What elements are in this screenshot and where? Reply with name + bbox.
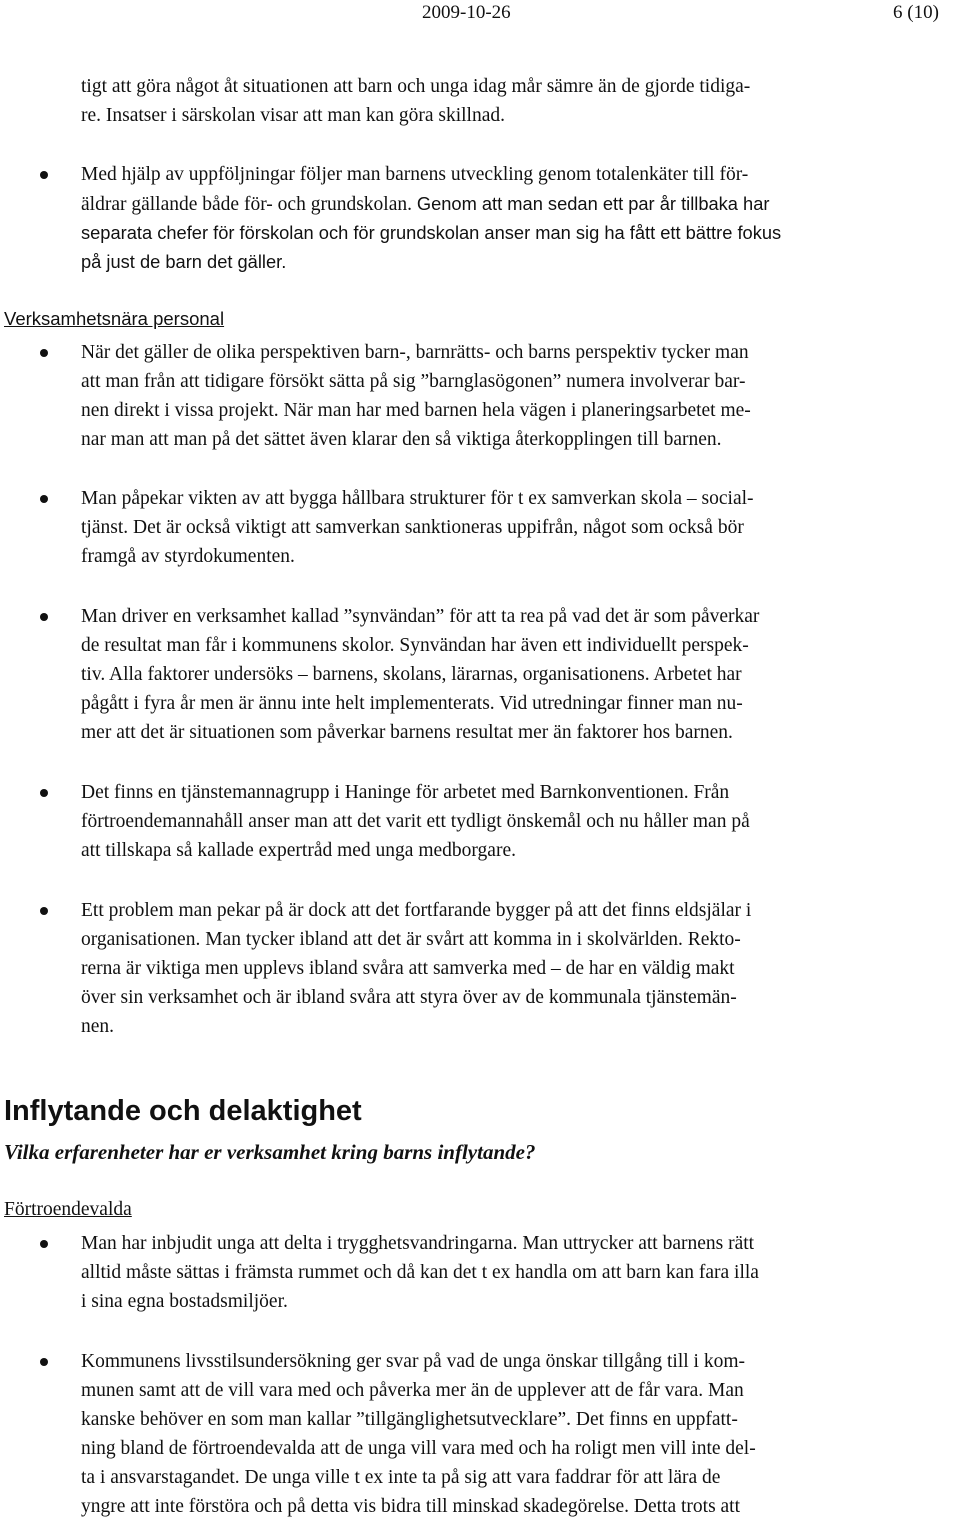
section-label: Förtroendevalda xyxy=(4,1199,132,1220)
text-line: över sin verksamhet och är ibland svåra att styra över av de kommunala tjänstemän- xyxy=(81,987,737,1008)
list-item-text xyxy=(81,338,956,454)
bullet-icon xyxy=(40,789,48,797)
text-line: att tillskapa så kallade expertråd med unga medborgare. xyxy=(81,840,516,861)
text-line: ning bland de förtroendevalda att de unga vill vara med och ha roligt men vill inte del- xyxy=(81,1438,756,1459)
bullet-icon xyxy=(40,495,48,503)
text-line: organisationen. Man tycker ibland att det är svårt att komma in i skolvärlden. Rekto- xyxy=(81,929,741,950)
text-line: pågått i fyra år men är ännu inte helt implementerats. Vid utredningar finner man nu- xyxy=(81,693,743,714)
text-line: re. Insatser i särskolan visar att man kan göra skillnad. xyxy=(81,105,506,126)
list-item-text xyxy=(81,1347,956,1521)
text-line: När det gäller de olika perspektiven barn-, barnrätts- och barns perspektiv tycker man xyxy=(81,342,749,363)
list-item-text xyxy=(81,896,956,1041)
text-line: tiv. Alla faktorer undersöks – barnens, skolans, lärarnas, organisationens. Arbetet har xyxy=(81,664,742,685)
text-line: Det finns en tjänstemannagrupp i Haninge för arbetet med Barnkonventionen. Från xyxy=(81,782,730,803)
text-line xyxy=(81,189,956,218)
section-heading: Inflytande och delaktighet xyxy=(4,1095,362,1127)
text-line: rerna är viktiga men upplevs ibland svåra att samverka med – de har en väldig makt xyxy=(81,958,735,979)
list-item-text xyxy=(81,602,956,747)
page-header xyxy=(0,0,960,32)
text-line: separata chefer för förskolan och för grundskolan anser man sig ha fått ett bättre fokus xyxy=(81,222,782,243)
header-page-number: 6 (10) xyxy=(893,2,939,23)
bullet-icon xyxy=(40,349,48,357)
list-item-text xyxy=(81,778,956,865)
text-line: tjänst. Det är också viktigt att samverkan sanktioneras uppifrån, något som också bör xyxy=(81,517,744,538)
text-line: kanske behöver en som man kallar ”tillgänglighetsutvecklare”. Det finns en uppfatt- xyxy=(81,1409,738,1430)
header-date: 2009-10-26 xyxy=(422,2,511,23)
text-line: munen samt att de vill vara med och påverka mer än de upplever att de får vara. Man xyxy=(81,1380,744,1401)
text-line: Man driver en verksamhet kallad ”synvändan” för att ta rea på vad det är som påverkar xyxy=(81,606,760,627)
list-item-text xyxy=(81,1229,956,1316)
text-line: nen. xyxy=(81,1016,115,1037)
text-line: på just de barn det gäller. xyxy=(81,251,287,272)
list-item-text xyxy=(81,160,956,276)
text-line: i sina egna bostadsmiljöer. xyxy=(81,1291,288,1312)
text-line: Ett problem man pekar på är dock att det fortfarande bygger på att det finns eldsjälar i xyxy=(81,900,752,921)
text-line: ta i ansvarstagandet. De unga ville t ex inte ta på sig att vara faddrar för att lära de xyxy=(81,1467,721,1488)
list-item-text xyxy=(81,484,956,571)
bullet-icon xyxy=(40,613,48,621)
text-line: Kommunens livsstilsundersökning ger svar på vad de unga önskar tillgång till i kom- xyxy=(81,1351,745,1372)
section-subheading: Vilka erfarenheter har er verksamhet kring barns inflytande? xyxy=(4,1140,536,1164)
text-line: mer att det är situationen som påverkar barnens resultat mer än faktorer hos barnen. xyxy=(81,722,733,743)
text-span: äldrar gällande både för- och grundskolan. xyxy=(81,194,412,215)
text-line: tigt att göra något åt situationen att barn och unga idag mår sämre än de gjorde tidiga- xyxy=(81,76,751,97)
text-line: Man har inbjudit unga att delta i trygghetsvandringarna. Man uttrycker att barnens rätt xyxy=(81,1233,755,1254)
text-line: att man från att tidigare försökt sätta på sig ”barnglasögonen” numera involverar bar- xyxy=(81,371,746,392)
text-line: Med hjälp av uppföljningar följer man barnens utveckling genom totalenkäter till för- xyxy=(81,164,749,185)
bullet-icon xyxy=(40,1358,48,1366)
text-line: yngre att inte förstöra och på detta vis bidra till minskad skadegörelse. Detta trots att xyxy=(81,1496,741,1517)
text-line: nar man att man på det sättet även klarar den så viktiga återkopplingen till barnen. xyxy=(81,429,722,450)
section-label: Verksamhetsnära personal xyxy=(4,308,225,329)
intro-paragraph xyxy=(81,72,956,130)
text-line: förtroendemannahåll anser man att det varit ett tydligt önskemål och nu håller man på xyxy=(81,811,750,832)
bullet-icon xyxy=(40,1240,48,1248)
text-line: alltid måste sättas i främsta rummet och då kan det t ex handla om att barn kan fara illa xyxy=(81,1262,759,1283)
text-line: Man påpekar vikten av att bygga hållbara strukturer för t ex samverkan skola – social- xyxy=(81,488,754,509)
bullet-icon xyxy=(40,171,48,179)
text-line: nen direkt i vissa projekt. När man har med barnen hela vägen i planeringsarbetet me- xyxy=(81,400,751,421)
text-span-sans: Genom att man sedan ett par år tillbaka har xyxy=(416,193,770,214)
bullet-icon xyxy=(40,907,48,915)
text-line: de resultat man får i kommunens skolor. Synvändan har även ett individuellt perspek- xyxy=(81,635,749,656)
text-line: framgå av styrdokumenten. xyxy=(81,546,295,567)
